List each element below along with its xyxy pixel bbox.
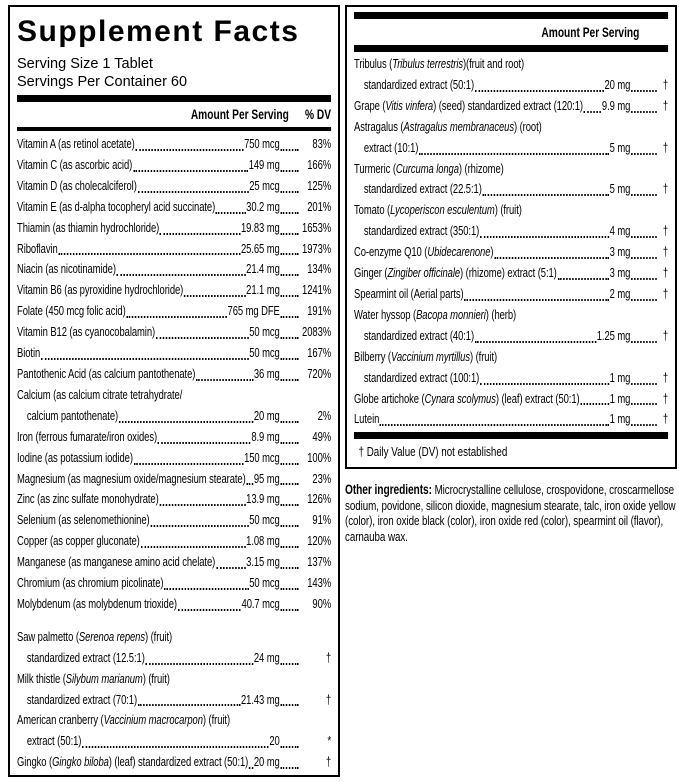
nutrient-dv: 1653% <box>302 220 332 235</box>
nutrient-name: Manganese (as manganese amino acid chelate) <box>17 555 216 570</box>
dot-leader <box>280 463 298 465</box>
nutrient-name: Vitamin B12 (as cyanocobalamin) <box>17 325 156 340</box>
nutrient-dv: 49% <box>312 429 332 444</box>
dot-leader <box>178 609 241 611</box>
nutrient-amount: 50 mcg <box>249 513 280 528</box>
nutrient-row <box>17 176 331 197</box>
nutrient-amount: 1 mg <box>609 370 631 385</box>
dot-leader <box>483 194 609 196</box>
nutrient-row <box>354 117 668 159</box>
nutrient-amount: 40.7 mcg <box>241 596 280 611</box>
nutrient-row <box>17 448 331 469</box>
nutrient-dv: † <box>662 266 669 281</box>
nutrient-dv: † <box>325 650 332 665</box>
dot-leader <box>216 212 245 214</box>
dot-leader <box>631 194 657 196</box>
nutrient-dv: * <box>327 734 332 749</box>
dot-leader <box>280 233 298 235</box>
dot-leader <box>164 588 248 590</box>
dot-leader <box>119 421 253 423</box>
nutrient-row <box>354 159 668 201</box>
dot-leader <box>126 316 226 318</box>
dot-leader <box>631 236 657 238</box>
nutrient-name: Chromium (as chromium picolinate) <box>17 576 164 591</box>
nutrient-dv: † <box>662 182 669 197</box>
divider-bar <box>354 45 668 52</box>
nutrient-row <box>17 280 331 301</box>
other-ingredients <box>345 482 677 544</box>
dot-leader <box>631 403 657 405</box>
nutrient-dv: † <box>662 245 669 260</box>
dot-leader <box>280 212 298 214</box>
nutrient-dv: 83% <box>312 137 332 151</box>
nutrient-name: Vitamin A (as retinol acetate) <box>17 137 135 151</box>
dot-leader <box>280 767 298 769</box>
nutrient-row <box>17 469 331 490</box>
dot-leader <box>138 191 249 193</box>
dot-leader <box>494 257 609 259</box>
nutrient-name: Turmeric (Curcuma longa) (rhizome) <box>354 161 504 176</box>
amount-per-serving-header-right: Amount Per Serving <box>541 25 640 40</box>
amount-per-serving-header: Amount Per Serving <box>190 107 289 122</box>
nutrient-amount: 24 mg <box>253 650 280 665</box>
nutrient-amount: 20 mg <box>253 755 280 770</box>
nutrient-row <box>354 263 668 284</box>
nutrient-list-left <box>17 134 331 773</box>
nutrient-row <box>17 627 331 669</box>
dot-leader <box>280 483 298 485</box>
dot-leader <box>146 663 254 665</box>
nutrient-name: Molybdenum (as molybdenum trioxide) <box>17 596 177 611</box>
nutrient-dv: 720% <box>307 366 332 381</box>
nutrient-dv: † <box>662 98 669 113</box>
nutrient-dv: 2% <box>317 408 332 423</box>
dot-leader <box>82 746 269 748</box>
dot-leader <box>133 170 248 172</box>
nutrient-list-right <box>354 54 668 430</box>
dot-leader <box>280 379 298 381</box>
nutrient-row <box>17 239 331 260</box>
nutrient-row <box>17 218 331 239</box>
nutrient-amount: 8.9 mg <box>251 429 280 444</box>
nutrient-amount: 3 mg <box>609 266 631 281</box>
nutrient-dv: 143% <box>307 576 332 591</box>
nutrient-name: extract (10:1) <box>363 140 419 155</box>
nutrient-dv: † <box>662 286 669 301</box>
nutrient-row <box>17 301 331 322</box>
nutrient-amount: 20 <box>269 734 280 749</box>
nutrient-dv: 166% <box>307 157 332 172</box>
nutrient-dv: 126% <box>307 492 332 507</box>
right-column <box>345 5 677 544</box>
nutrient-dv: 125% <box>307 178 332 193</box>
nutrient-row <box>17 259 331 280</box>
nutrient-row <box>17 197 331 218</box>
percent-dv-header: % DV <box>305 107 332 122</box>
nutrient-name: Saw palmetto (Serenoa repens) (fruit) <box>17 629 173 644</box>
nutrient-amount: 1 mg <box>609 412 631 427</box>
dot-leader <box>280 295 298 297</box>
dot-leader <box>480 236 609 238</box>
dot-leader <box>280 149 298 151</box>
nutrient-dv: † <box>662 391 669 406</box>
nutrient-name: standardized extract (50:1) <box>363 77 475 92</box>
nutrient-name: Tomato (Lycoperiscon esculentum) (fruit) <box>354 203 522 218</box>
nutrient-name: Selenium (as selenomethionine) <box>17 513 150 528</box>
nutrient-amount: 20 mg <box>253 408 280 423</box>
nutrient-row <box>17 364 331 385</box>
dot-leader <box>464 299 609 301</box>
dot-leader <box>280 588 298 590</box>
nutrient-row <box>17 134 331 155</box>
nutrient-name: Copper (as copper gluconate) <box>17 534 140 549</box>
dot-leader <box>280 525 298 527</box>
nutrient-name: Water hyssop (Bacopa monnieri) (herb) <box>354 307 517 322</box>
dot-leader <box>480 383 609 385</box>
dot-leader <box>475 90 604 92</box>
nutrient-amount: 30.2 mg <box>246 199 280 214</box>
nutrient-name: Spearmint oil (Aerial parts) <box>354 286 464 301</box>
nutrient-dv: † <box>662 140 669 155</box>
dot-leader <box>380 424 609 426</box>
nutrient-name: calcium pantothenate) <box>26 408 119 423</box>
nutrient-name: Niacin (as nicotinamide) <box>17 262 116 277</box>
dot-leader <box>246 483 253 485</box>
nutrient-row <box>17 710 331 752</box>
nutrient-amount: 3 mg <box>609 245 631 260</box>
dot-leader <box>135 149 243 151</box>
nutrient-row <box>354 389 668 410</box>
nutrient-dv: † <box>325 755 332 770</box>
dot-leader <box>631 111 657 113</box>
nutrient-dv: 120% <box>307 534 332 549</box>
dot-leader <box>280 316 298 318</box>
dot-leader <box>280 567 298 569</box>
nutrient-row <box>17 489 331 510</box>
nutrient-dv: † <box>662 328 669 343</box>
dot-leader <box>584 111 601 113</box>
nutrient-row <box>354 409 668 430</box>
nutrient-name: Vitamin C (as ascorbic acid) <box>17 157 133 172</box>
nutrient-amount: 1 mg <box>609 391 631 406</box>
nutrient-name: Riboflavin <box>17 241 58 256</box>
nutrient-name: Magnesium (as magnesium oxide/magnesium stearate) <box>17 471 246 486</box>
nutrient-amount: 25.65 mg <box>240 241 280 256</box>
nutrient-amount: 50 mcg <box>249 346 280 361</box>
daily-value-footnote: † Daily Value (DV) not established <box>358 444 508 460</box>
dot-leader <box>159 504 245 506</box>
nutrient-name: Folate (450 mcg folic acid) <box>17 304 126 319</box>
servings-per-container-line: Servings Per Container 60 <box>17 74 188 90</box>
nutrient-name: Bilberry (Vaccinium myrtillus) (fruit) <box>354 349 498 364</box>
nutrient-amount: 25 mcg <box>249 178 280 193</box>
nutrient-row <box>354 305 668 347</box>
nutrient-name: standardized extract (22.5:1) <box>363 182 482 197</box>
nutrient-name: Milk thistle (Silybum marianum) (fruit) <box>17 671 170 686</box>
nutrient-amount: 3.15 mg <box>246 555 280 570</box>
nutrient-name: extract (50:1) <box>26 734 82 749</box>
nutrient-row <box>354 200 668 242</box>
nutrient-row <box>354 284 668 305</box>
nutrient-name: Astragalus (Astragalus membranaceus) (root) <box>354 119 542 134</box>
nutrient-amount: 20 mg <box>604 77 631 92</box>
nutrient-name: American cranberry (Vaccinium macrocarpon) (fruit) <box>17 713 231 728</box>
nutrient-dv: † <box>325 692 332 707</box>
dot-leader <box>158 442 251 444</box>
nutrient-row <box>354 242 668 263</box>
nutrient-dv: 91% <box>312 513 332 528</box>
nutrient-row <box>17 155 331 176</box>
nutrient-amount: 1.08 mg <box>246 534 280 549</box>
nutrient-amount: 750 mcg <box>244 137 280 151</box>
nutrient-name: Tribulus (Tribulus terrestris)(fruit and root) <box>354 57 525 71</box>
nutrient-amount: 50 mcg <box>249 576 280 591</box>
column-header-row <box>17 102 331 125</box>
dot-leader <box>134 463 244 465</box>
dot-leader <box>631 424 657 426</box>
nutrient-name: Grape (Vitis vinfera) (seed) standardized extract (120:1) <box>354 98 583 113</box>
nutrient-name: standardized extract (100:1) <box>363 370 480 385</box>
nutrient-amount: 5 mg <box>609 140 631 155</box>
nutrient-name: standardized extract (12.5:1) <box>26 650 145 665</box>
dot-leader <box>631 299 657 301</box>
nutrient-name: standardized extract (40:1) <box>363 328 475 343</box>
dot-leader <box>58 253 240 255</box>
dot-leader <box>580 403 609 405</box>
nutrient-amount: 21.4 mg <box>246 262 280 277</box>
dot-leader <box>160 233 240 235</box>
nutrient-row <box>17 385 331 427</box>
dot-leader <box>196 379 253 381</box>
dot-leader <box>280 358 298 360</box>
dot-leader <box>280 274 298 276</box>
nutrient-dv: 167% <box>307 346 332 361</box>
nutrient-amount: 4 mg <box>609 224 631 239</box>
dot-leader <box>184 295 245 297</box>
dot-leader <box>280 609 298 611</box>
dot-leader <box>280 337 298 339</box>
nutrient-row <box>17 669 331 711</box>
nutrient-row <box>17 531 331 552</box>
nutrient-dv: 201% <box>307 199 332 214</box>
nutrient-row <box>17 594 331 615</box>
dot-leader <box>156 337 249 339</box>
dot-leader <box>280 663 298 665</box>
dot-leader <box>280 170 298 172</box>
nutrient-row <box>17 427 331 448</box>
nutrient-name: Pantothenic Acid (as calcium pantothenate) <box>17 366 196 381</box>
nutrient-amount: 36 mg <box>253 366 280 381</box>
dot-leader <box>280 421 298 423</box>
nutrient-name: Gingko (Gingko biloba) (leaf) standardized extract (50:1) <box>17 755 249 770</box>
nutrient-amount: 50 mcg <box>249 325 280 340</box>
nutrient-amount: 5 mg <box>609 182 631 197</box>
nutrient-dv: † <box>662 412 669 427</box>
dot-leader <box>249 767 253 769</box>
nutrient-amount: 1.25 mg <box>596 328 631 343</box>
nutrient-name: Biotin <box>17 346 41 361</box>
nutrient-row <box>17 552 331 573</box>
nutrient-name: Iodine (as potassium iodide) <box>17 450 133 465</box>
dot-leader <box>631 257 657 259</box>
dot-leader <box>150 525 248 527</box>
nutrient-row <box>354 54 668 96</box>
dot-leader <box>475 341 596 343</box>
nutrient-name: Calcium (as calcium citrate tetrahydrate/ <box>17 387 183 402</box>
nutrient-dv: 1973% <box>302 241 332 256</box>
nutrient-name: standardized extract (70:1) <box>26 692 138 707</box>
dot-leader <box>280 704 298 706</box>
serving-size-line: Serving Size 1 Tablet <box>17 56 153 72</box>
dot-leader <box>280 546 298 548</box>
nutrient-name: Lutein <box>354 412 380 427</box>
nutrient-row <box>354 347 668 389</box>
dot-leader <box>280 746 298 748</box>
divider-bar <box>17 95 331 102</box>
panel-title: Supplement Facts <box>17 15 300 48</box>
dot-leader <box>138 704 240 706</box>
nutrient-amount: 21.1 mg <box>246 283 280 298</box>
nutrient-dv: † <box>662 224 669 239</box>
nutrient-name: Vitamin E (as d-alpha tocopheryl acid succinate) <box>17 199 216 214</box>
nutrient-row <box>17 752 331 773</box>
nutrient-name: Thiamin (as thiamin hydrochloride) <box>17 220 160 235</box>
nutrient-dv: 23% <box>312 471 332 486</box>
nutrient-dv: 134% <box>307 262 332 277</box>
dot-leader <box>280 253 298 255</box>
dot-leader <box>280 504 298 506</box>
divider-bar <box>354 12 668 19</box>
nutrient-name: Zinc (as zinc sulfate monohydrate) <box>17 492 159 507</box>
dot-leader <box>141 546 246 548</box>
nutrient-row <box>17 573 331 594</box>
nutrient-dv: 137% <box>307 555 332 570</box>
nutrient-name: Globe artichoke (Cynara scolymus) (leaf) extract (50:1) <box>354 391 580 406</box>
nutrient-name: Co-enzyme Q10 (Ubidecarenone) <box>354 245 494 260</box>
dot-leader <box>631 153 657 155</box>
herbal-panel <box>345 5 677 469</box>
other-ingredients-label: Other ingredients: <box>345 482 432 498</box>
dot-leader <box>631 383 657 385</box>
nutrient-dv: 2083% <box>302 325 332 340</box>
dot-leader <box>631 278 657 280</box>
nutrient-row <box>17 343 331 364</box>
divider-bar <box>354 432 668 439</box>
nutrient-amount: 9.9 mg <box>601 98 631 113</box>
nutrient-dv: 100% <box>307 450 332 465</box>
nutrient-amount: 150 mcg <box>244 450 280 465</box>
nutrient-amount: 95 mg <box>253 471 280 486</box>
dot-leader <box>280 442 298 444</box>
nutrient-row <box>354 96 668 117</box>
dot-leader <box>280 191 298 193</box>
nutrient-name: Vitamin D (as cholecalciferol) <box>17 178 137 193</box>
nutrient-dv: 191% <box>307 304 332 319</box>
dot-leader <box>419 153 609 155</box>
nutrient-name: standardized extract (350:1) <box>363 224 480 239</box>
divider-bar <box>17 127 331 131</box>
nutrient-name: Iron (ferrous fumarate/iron oxides) <box>17 429 158 444</box>
nutrient-dv: 1241% <box>302 283 332 298</box>
dot-leader <box>631 341 657 343</box>
nutrient-dv: † <box>662 370 669 385</box>
nutrient-name: Ginger (Zingiber officinale) (rhizome) extract (5:1) <box>354 266 557 281</box>
dot-leader <box>117 274 246 276</box>
other-ingredients-text: Microcrystalline cellulose, crospovidone, croscarmellose sodium, povidone, silicon dioxide, magnesium stearate, talc, iron oxide yellow (color), iron oxide black (color), iron oxide red (color), spearmint oil (flavor), carnauba wax. <box>345 482 676 544</box>
nutrient-amount: 149 mg <box>248 157 280 172</box>
nutrient-amount: 765 mg DFE <box>227 304 280 319</box>
nutrient-amount: 13.9 mg <box>246 492 280 507</box>
section-gap <box>17 615 331 627</box>
nutrient-dv: 90% <box>312 596 332 611</box>
nutrient-dv: † <box>662 77 669 92</box>
dot-leader <box>216 567 245 569</box>
nutrient-amount: 2 mg <box>609 286 631 301</box>
supplement-facts-panel <box>8 5 340 777</box>
dot-leader <box>631 90 657 92</box>
nutrient-name: Vitamin B6 (as pyroxidine hydrochloride) <box>17 283 184 298</box>
nutrient-amount: 21.43 mg <box>240 692 280 707</box>
nutrient-amount: 19.83 mg <box>240 220 280 235</box>
dot-leader <box>557 278 608 280</box>
nutrient-row <box>17 322 331 343</box>
nutrient-row <box>17 510 331 531</box>
dot-leader <box>41 358 249 360</box>
